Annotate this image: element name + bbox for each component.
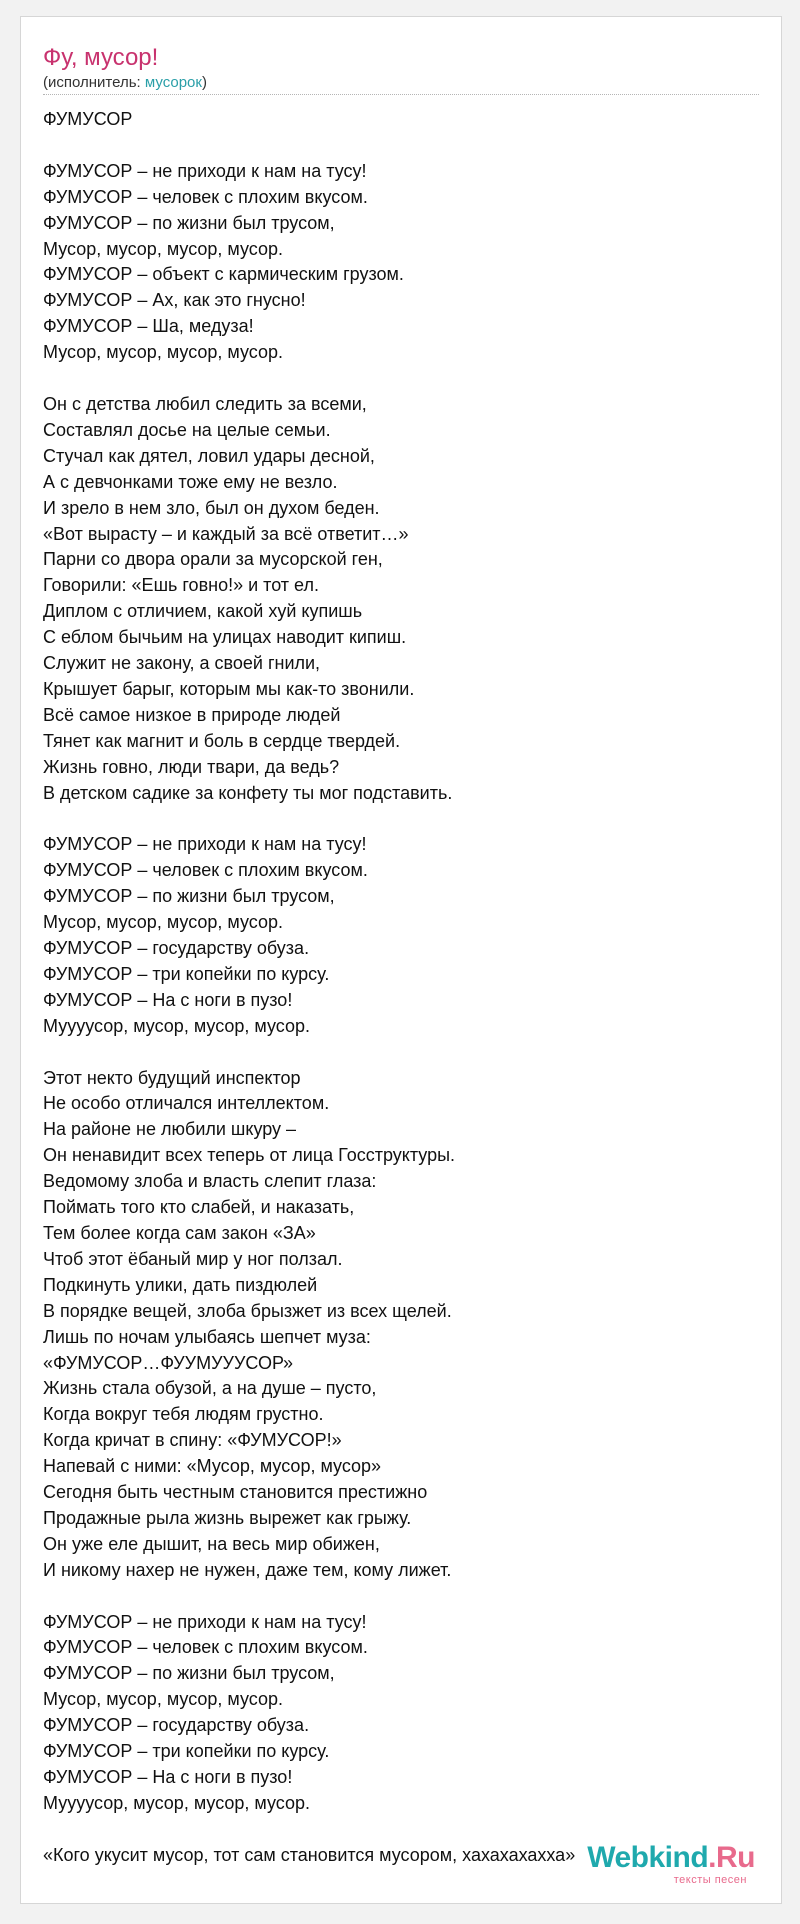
- performer-link[interactable]: мусорок: [144, 74, 202, 91]
- logo-main-text: Webkind: [587, 1841, 709, 1874]
- logo-tld-text: .Ru: [708, 1841, 755, 1874]
- performer-line: [43, 73, 207, 93]
- lyrics-card: [20, 16, 782, 1904]
- song-title: Фу, мусор!: [43, 44, 159, 71]
- title-divider: [43, 94, 759, 95]
- performer-suffix: ): [201, 74, 207, 91]
- logo-wordmark: [587, 1841, 755, 1875]
- performer-prefix: (исполнитель:: [43, 74, 145, 91]
- logo-tagline: тексты песен: [673, 1874, 747, 1886]
- site-logo[interactable]: [585, 1841, 755, 1887]
- lyrics-text: ФУМУСОР ФУМУСОР – не приходи к нам на тусу! ФУМУСОР – человек с плохим вкусом. ФУМУСОР – по жизни был трусом, Мусор, мусор, мусор, мусор. ФУМУСОР – объект с кармическим грузом. ФУМУСОР – Ах, как это гнусно! ФУМУСОР – Ша, медуза! Мусор, мусор, мусор, мусор. Он с детства любил следить за всеми, Составлял досье на целые семьи. Стучал как дятел, ловил удары десной, А с девчонками тоже ему не везло. И зрело в нем зло, был он духом беден. «Вот вырасту – и каждый за всё ответит…» Парни со двора орали за мусорской ген, Говорили: «Ешь говно!» и тот ел. Диплом с отличием, какой хуй купишь С еблом бычьим на улицах наводит кипиш. Служит не закону, а своей гнили, Крышует барыг, которым мы как-то звонили. Всё самое низкое в природе людей Тянет как магнит и боль в сердце твердей. Жизнь говно, люди твари, да ведь? В детском садике за конфету ты мог подставить. ФУМУСОР – не приходи к нам на тусу! ФУМУСОР – человек с плохим вкусом. ФУМУСОР – по жизни был трусом, Мусор, мусор, мусор, мусор. ФУМУСОР – государству обуза. ФУМУСОР – три копейки по курсу. ФУМУСОР – На с ноги в пузо! Муууусор, мусор, мусор, мусор. Этот некто будущий инспектор Не особо отличался интеллектом. На районе не любили шкуру – Он ненавидит всех теперь от лица Госструктуры. Ведомому злоба и власть слепит глаза: Поймать того кто слабей, и наказать, Тем более когда сам закон «ЗА» Чтоб этот ёбаный мир у ног ползал. Подкинуть улики, дать пиздюлей В порядке вещей, злоба брызжет из всех щелей. Лишь по ночам улыбаясь шепчет муза: «ФУМУСОР…ФУУМУУУСОР» Жизнь стала обузой, а на душе – пусто, Когда вокруг тебя людям грустно. Когда кричат в спину: «ФУМУСОР!» Напевай с ними: «Мусор, мусор, мусор» Сегодня быть честным становится престижно Продажные рыла жизнь вырежет как грыжу. Он уже еле дышит, на весь мир обижен, И никому нахер не нужен, даже тем, кому лижет. ФУМУСОР – не приходи к нам на тусу! ФУМУСОР – человек с плохим вкусом. ФУМУСОР – по жизни был трусом, Мусор, мусор, мусор, мусор. ФУМУСОР – государству обуза. ФУМУСОР – три копейки по курсу. ФУМУСОР – На с ноги в пузо! Муууусор, мусор, мусор, мусор. «Кого укусит мусор, тот сам становится мусором, хахахахахха»: [43, 109, 576, 1865]
